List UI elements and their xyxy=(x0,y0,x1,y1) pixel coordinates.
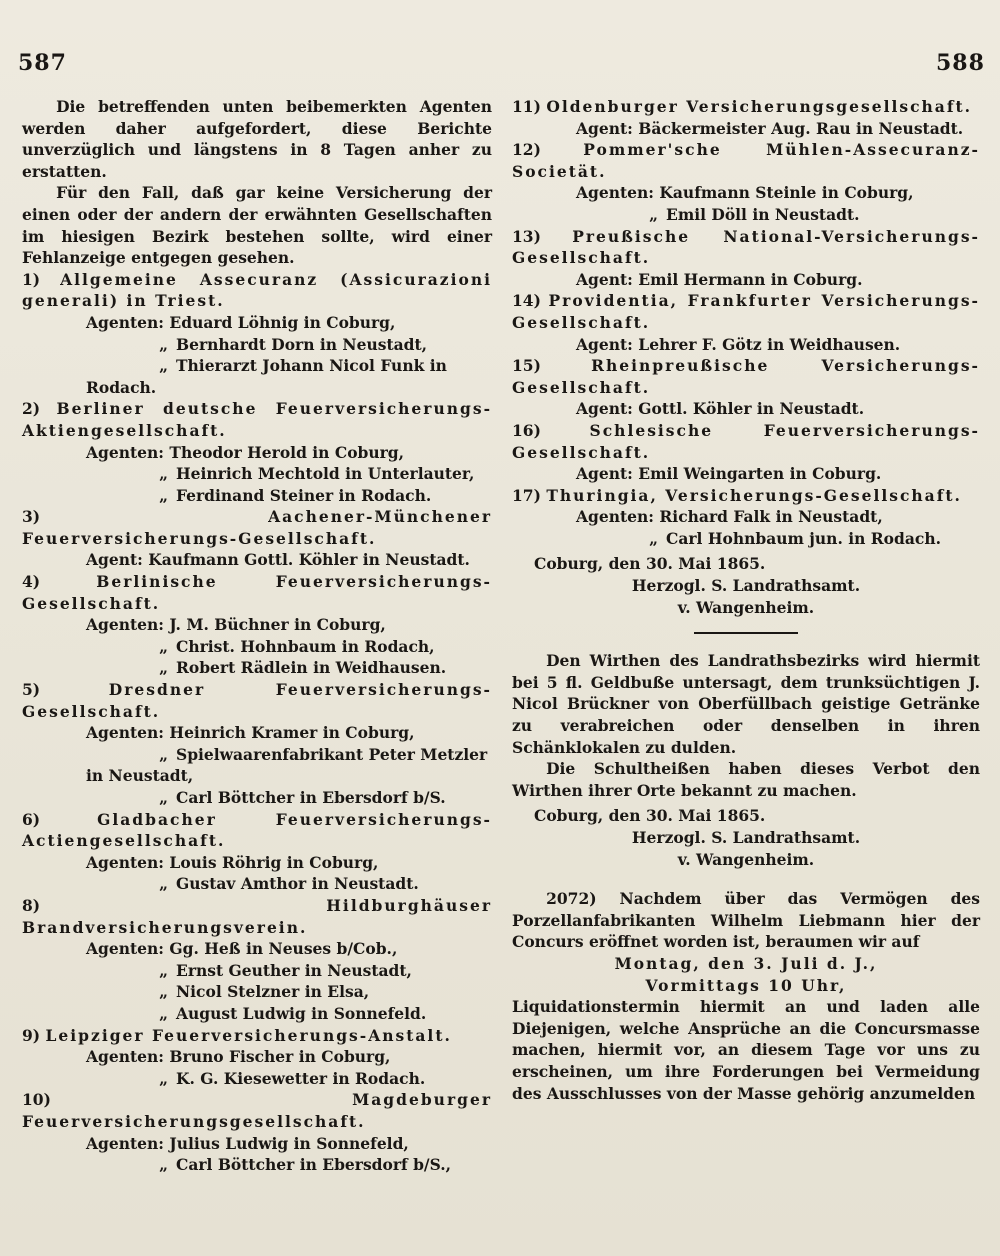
agent-name: Robert Rädlein in Weidhausen. xyxy=(176,658,447,678)
agent-name: Lehrer F. Götz in Weidhausen. xyxy=(638,334,901,354)
entry-number: 6) xyxy=(22,809,41,829)
agent-name: Kaufmann Steinle in Coburg, xyxy=(659,183,914,203)
notice-paragraph-1: Den Wirthen des Landrathsbezirks wird hiermit bei 5 fl. Geldbuße untersagt, dem trunksüchtigen J. Nicol Brückner von Oberfüllbach geistige Getränke zu verabreichen oder denselben in ihren Schänklokalen zu dulden. xyxy=(512,651,980,757)
ditto-mark: „ xyxy=(649,204,658,224)
entry-name: Berlinische Feuerversicherungs-Gesellschaft. xyxy=(22,572,492,613)
entry-number: 17) xyxy=(512,485,541,505)
agent-name: Thierarzt Johann Nicol Funk in Rodach. xyxy=(86,356,447,397)
agent-label: Agent: xyxy=(576,399,633,419)
ditto-mark: „ xyxy=(159,744,168,764)
agent-name: Eduard Löhnig in Coburg, xyxy=(169,312,396,332)
entry-number: 5) xyxy=(22,680,41,700)
agent-label: Agenten: xyxy=(86,615,165,635)
agent-name: Carl Böttcher in Ebersdorf b/S. xyxy=(176,788,446,807)
ditto-mark: „ xyxy=(649,528,658,548)
agent-name: Julius Ludwig in Sonnefeld, xyxy=(169,1133,409,1153)
entry-10 xyxy=(22,1089,492,1175)
notice-date: Montag, den 3. Juli d. J., xyxy=(614,953,878,973)
ditto-mark: „ xyxy=(159,334,168,354)
entry-name: Rheinpreußische Versicherungs-Gesellschaft. xyxy=(512,356,980,397)
agent-label: Agenten: xyxy=(86,1047,165,1067)
agent-name: Carl Böttcher in Ebersdorf b/S., xyxy=(176,1155,452,1175)
entry-name: Providentia, Frankfurter Versicherungs-Gesellschaft. xyxy=(512,291,980,332)
entry-14 xyxy=(512,290,980,355)
entry-number: 16) xyxy=(512,420,541,440)
ditto-mark: „ xyxy=(159,960,168,980)
entry-number: 12) xyxy=(512,140,541,160)
entry-name: Oldenburger Versicherungsgesellschaft. xyxy=(546,97,973,116)
agent-label: Agenten: xyxy=(86,312,165,332)
entry-name: Gladbacher Feuerversicherungs-Actiengesellschaft. xyxy=(22,809,492,851)
agent-label: Agent: xyxy=(86,550,143,570)
agent-name: Gustav Amthor in Neustadt. xyxy=(176,874,419,894)
agent-label: Agenten: xyxy=(576,507,655,527)
notice-paragraph-1: 2072) Nachdem über das Vermögen des Porzellanfabrikanten Wilhelm Liebmann hier der Concurs eröffnet worden ist, beraumen wir auf xyxy=(512,889,980,952)
entry-name: Preußische National-Versicherungs-Gesellschaft. xyxy=(512,226,980,268)
agent-label: Agenten: xyxy=(86,852,165,872)
signature-block-1 xyxy=(512,553,980,618)
entry-17 xyxy=(512,485,980,550)
agent-name: Christ. Hohnbaum in Rodach, xyxy=(176,636,435,656)
entry-name: Allgemeine Assecuranz (Assicurazioni generali) in Triest. xyxy=(22,269,492,311)
sign-date: Coburg, den 30. Mai 1865. xyxy=(534,554,766,574)
entry-number: 4) xyxy=(22,572,41,592)
entry-name: Hildburghäuser Brandversicherungsverein. xyxy=(22,895,492,937)
agent-name: Spielwaarenfabrikant Peter Metzler in Neustadt, xyxy=(86,744,488,786)
agent-label: Agenten: xyxy=(86,939,165,959)
agent-name: Gottl. Köhler in Neustadt. xyxy=(638,399,865,419)
agent-name: Nicol Stelzner in Elsa, xyxy=(176,982,370,1002)
agent-name: Theodor Herold in Coburg, xyxy=(169,442,405,462)
agent-name: Ferdinand Steiner in Rodach. xyxy=(176,485,432,505)
notice-bankruptcy xyxy=(512,888,980,1104)
entry-number: 11) xyxy=(512,97,541,116)
intro-paragraph-1: Die betreffenden unten beibemerkten Agenten werden daher aufgefordert, diese Berichte unverzüglich und längstens in 8 Tagen anher zu erstatten. xyxy=(22,97,492,181)
entry-name: Thuringia, Versicherungs-Gesellschaft. xyxy=(546,485,962,505)
agent-label: Agent: xyxy=(576,464,633,484)
entry-name: Dresdner Feuerversicherungs-Gesellschaft. xyxy=(22,680,492,721)
entry-2 xyxy=(22,398,492,506)
entry-13 xyxy=(512,226,980,291)
entry-12 xyxy=(512,139,980,225)
entry-name: Leipziger Feuerversicherungs-Anstalt. xyxy=(45,1025,452,1045)
agent-name: Louis Röhrig in Coburg, xyxy=(169,852,379,872)
agent-name: Ernst Geuther in Neustadt, xyxy=(176,960,412,980)
notice-innkeepers xyxy=(512,650,980,801)
ditto-mark: „ xyxy=(159,982,168,1002)
agent-name: Emil Hermann in Coburg. xyxy=(638,269,863,289)
entry-3 xyxy=(22,506,492,571)
notice-time: Vormittags 10 Uhr, xyxy=(645,975,847,995)
agent-label: Agenten: xyxy=(576,183,655,203)
agent-name: August Ludwig in Sonnefeld. xyxy=(176,1003,427,1023)
signature-block-2 xyxy=(512,805,980,870)
agent-label: Agenten: xyxy=(86,442,165,462)
agent-name: Gg. Heß in Neuses b/Cob., xyxy=(169,939,398,959)
page-number-left: 587 xyxy=(18,50,67,76)
entry-number: 10) xyxy=(22,1090,51,1110)
agent-label: Agenten: xyxy=(86,1133,165,1153)
entry-number: 1) xyxy=(22,269,41,289)
entry-name: Magdeburger Feuerversicherungsgesellschaft. xyxy=(22,1090,492,1131)
ditto-mark: „ xyxy=(159,658,168,678)
agent-name: Carl Hohnbaum jun. in Rodach. xyxy=(666,528,941,548)
entry-16 xyxy=(512,420,980,485)
agent-name: K. G. Kiesewetter in Rodach. xyxy=(176,1068,426,1088)
entry-number: 3) xyxy=(22,507,41,527)
page-number-right: 588 xyxy=(936,50,985,76)
sign-office: Herzogl. S. Landrathsamt. xyxy=(631,828,861,847)
ditto-mark: „ xyxy=(159,1003,168,1023)
entry-4 xyxy=(22,571,492,679)
agent-name: Heinrich Mechtold in Unterlauter, xyxy=(176,464,475,484)
ditto-mark: „ xyxy=(159,1068,168,1088)
agent-name: Emil Döll in Neustadt. xyxy=(666,204,860,224)
agent-label: Agent: xyxy=(576,269,633,289)
agent-name: Richard Falk in Neustadt, xyxy=(659,507,883,527)
intro-paragraph-2: Für den Fall, daß gar keine Versicherung der einen oder der andern der erwähnten Gesellschaften im hiesigen Bezirk bestehen sollte, wird einer Fehlanzeige entgegen gesehen. xyxy=(22,183,492,268)
ditto-mark: „ xyxy=(159,874,168,894)
ditto-mark: „ xyxy=(159,636,168,656)
entry-1 xyxy=(22,269,492,399)
entry-number: 8) xyxy=(22,895,41,915)
entry-8 xyxy=(22,895,492,1025)
entry-number: 14) xyxy=(512,291,541,311)
entry-name: Pommer'sche Mühlen-Assecuranz-Societät. xyxy=(512,140,980,181)
ditto-mark: „ xyxy=(159,356,168,376)
entry-9 xyxy=(22,1025,492,1090)
agent-name: Bäckermeister Aug. Rau in Neustadt. xyxy=(638,118,964,138)
entry-name: Berliner deutsche Feuerversicherungs-Aktiengesellschaft. xyxy=(22,399,492,440)
entry-number: 13) xyxy=(512,226,541,246)
notice-paragraph-2: Die Schultheißen haben dieses Verbot den Wirthen ihrer Orte bekannt zu machen. xyxy=(512,759,980,800)
ditto-mark: „ xyxy=(159,464,168,484)
entry-15 xyxy=(512,355,980,420)
agent-name: J. M. Büchner in Coburg, xyxy=(169,615,386,635)
section-divider xyxy=(694,632,798,634)
notice-paragraph-2: Liquidationstermin hiermit an und laden alle Diejenigen, welche Ansprüche an die Concursmasse machen, hiermit vor, an diesem Tage vor uns zu erscheinen, um ihre Forderungen bei Vermeidung des Ausschlusses von der Masse gehörig anzumelden xyxy=(512,997,980,1103)
entry-name: Aachener-Münchener Feuerversicherungs-Gesellschaft. xyxy=(22,507,492,548)
sign-date: Coburg, den 30. Mai 1865. xyxy=(534,806,766,826)
right-column xyxy=(512,96,980,1104)
entry-number: 9) xyxy=(22,1025,41,1045)
agent-name: Kaufmann Gottl. Köhler in Neustadt. xyxy=(148,550,470,570)
sign-name: v. Wangenheim. xyxy=(677,597,815,617)
ditto-mark: „ xyxy=(159,485,168,505)
agent-name: Emil Weingarten in Coburg. xyxy=(638,464,882,484)
ditto-mark: „ xyxy=(159,788,168,807)
entry-number: 15) xyxy=(512,356,541,376)
agent-label: Agent: xyxy=(576,334,633,354)
entry-name: Schlesische Feuerversicherungs-Gesellschaft. xyxy=(512,420,980,462)
entry-6 xyxy=(22,809,492,895)
left-column xyxy=(22,96,492,1176)
sign-office: Herzogl. S. Landrathsamt. xyxy=(631,576,861,596)
agent-name: Heinrich Kramer in Coburg, xyxy=(169,723,415,743)
ditto-mark: „ xyxy=(159,1155,168,1175)
entry-number: 2) xyxy=(22,399,41,419)
agent-name: Bernhardt Dorn in Neustadt, xyxy=(176,334,428,354)
sign-name: v. Wangenheim. xyxy=(677,849,815,869)
agent-label: Agenten: xyxy=(86,723,165,743)
agent-label: Agent: xyxy=(576,118,633,138)
entry-11 xyxy=(512,96,980,139)
agent-name: Bruno Fischer in Coburg, xyxy=(169,1047,391,1067)
entry-5 xyxy=(22,679,492,809)
